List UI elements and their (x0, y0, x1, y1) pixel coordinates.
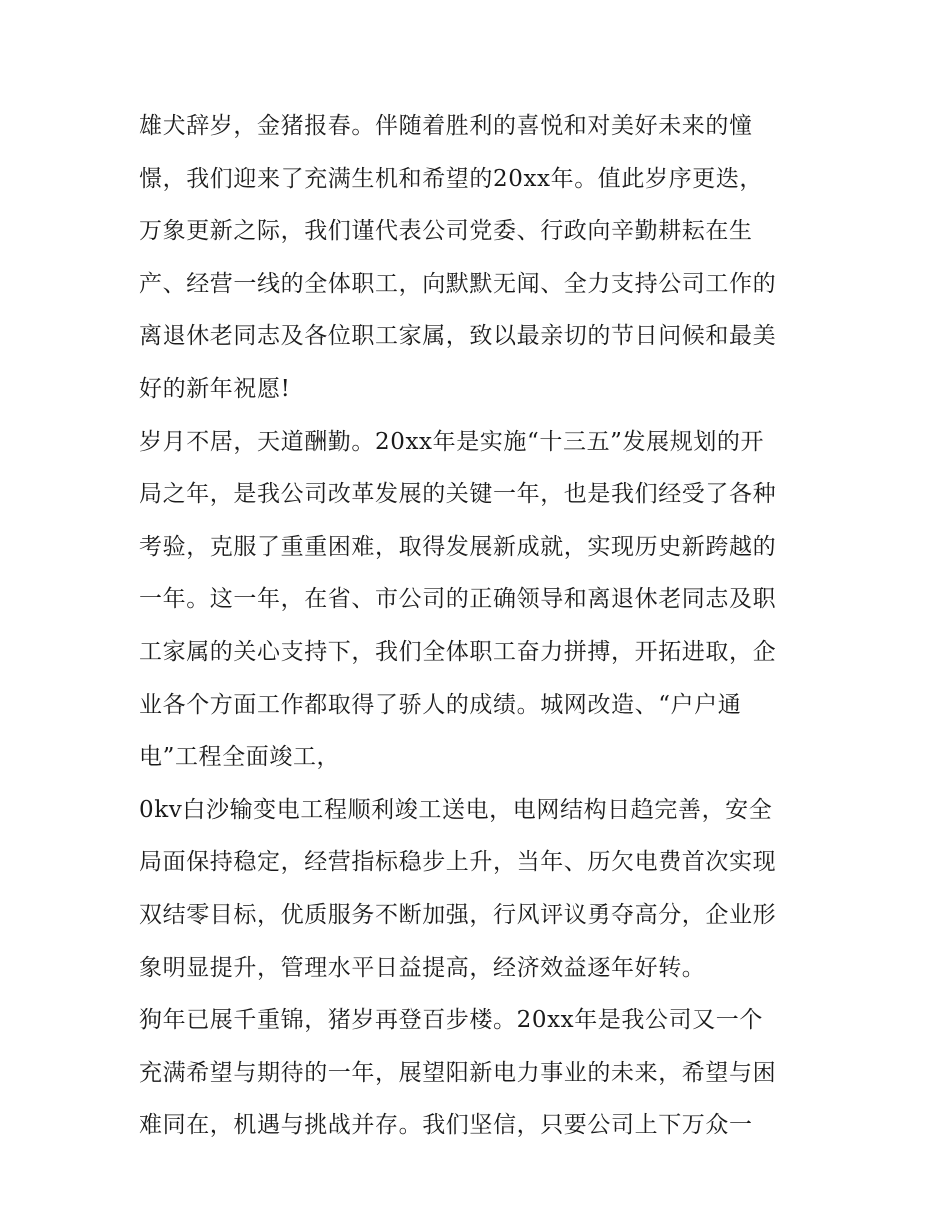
text-line: 工家属的关心支持下，我们全体职工奋力拼搏，开拓进取，企 (139, 638, 777, 665)
text-line: 象明显提升，管理水平日益提高，经济效益逐年好转。 (139, 954, 706, 981)
text-line: 局面保持稳定，经营指标稳步上升，当年、历欠电费首次实现 (139, 849, 777, 876)
text-line: 憬，我们迎来了充满生机和希望的20xx年。值此岁序更迭， (139, 165, 764, 192)
text-line: 难同在，机遇与挑战并存。我们坚信，只要公司上下万众一 (139, 1112, 753, 1139)
text-line: 一年。这一年，在省、市公司的正确领导和离退休老同志及职 (139, 586, 777, 613)
text-line: 好的新年祝愿! (139, 375, 291, 402)
text-line: 0kv白沙输变电工程顺利竣工送电，电网结构日趋完善，安全 (139, 796, 773, 823)
text-line: 雄犬辞岁，金猪报春。伴随着胜利的喜悦和对美好未来的憧 (139, 113, 753, 139)
letter-body (139, 100, 839, 1152)
text-line: 离退休老同志及各位职工家属，致以最亲切的节日问候和最美 (139, 323, 777, 350)
text-line: 万象更新之际，我们谨代表公司党委、行政向辛勤耕耘在生 (139, 218, 753, 245)
text-line: 狗年已展千重锦，猪岁再登百步楼。20xx年是我公司又一个 (139, 1007, 764, 1034)
text-line: 业各个方面工作都取得了骄人的成绩。城网改造、“户户通 (139, 691, 742, 718)
text-line: 双结零目标，优质服务不断加强，行风评议勇夺高分，企业形 (139, 901, 777, 928)
text-line: 电”工程全面竣工， (139, 744, 341, 771)
text-line: 局之年，是我公司改革发展的关键一年，也是我们经受了各种 (139, 481, 777, 508)
text-line: 考验，克服了重重困难，取得发展新成就，实现历史新跨越的 (139, 533, 777, 560)
text-line: 产、经营一线的全体职工，向默默无闻、全力支持公司工作的 (139, 270, 777, 297)
text-line: 充满希望与期待的一年，展望阳新电力事业的未来，希望与困 (139, 1059, 777, 1086)
text-line: 岁月不居，天道酬勤。20xx年是实施“十三五”发展规划的开 (139, 428, 765, 455)
